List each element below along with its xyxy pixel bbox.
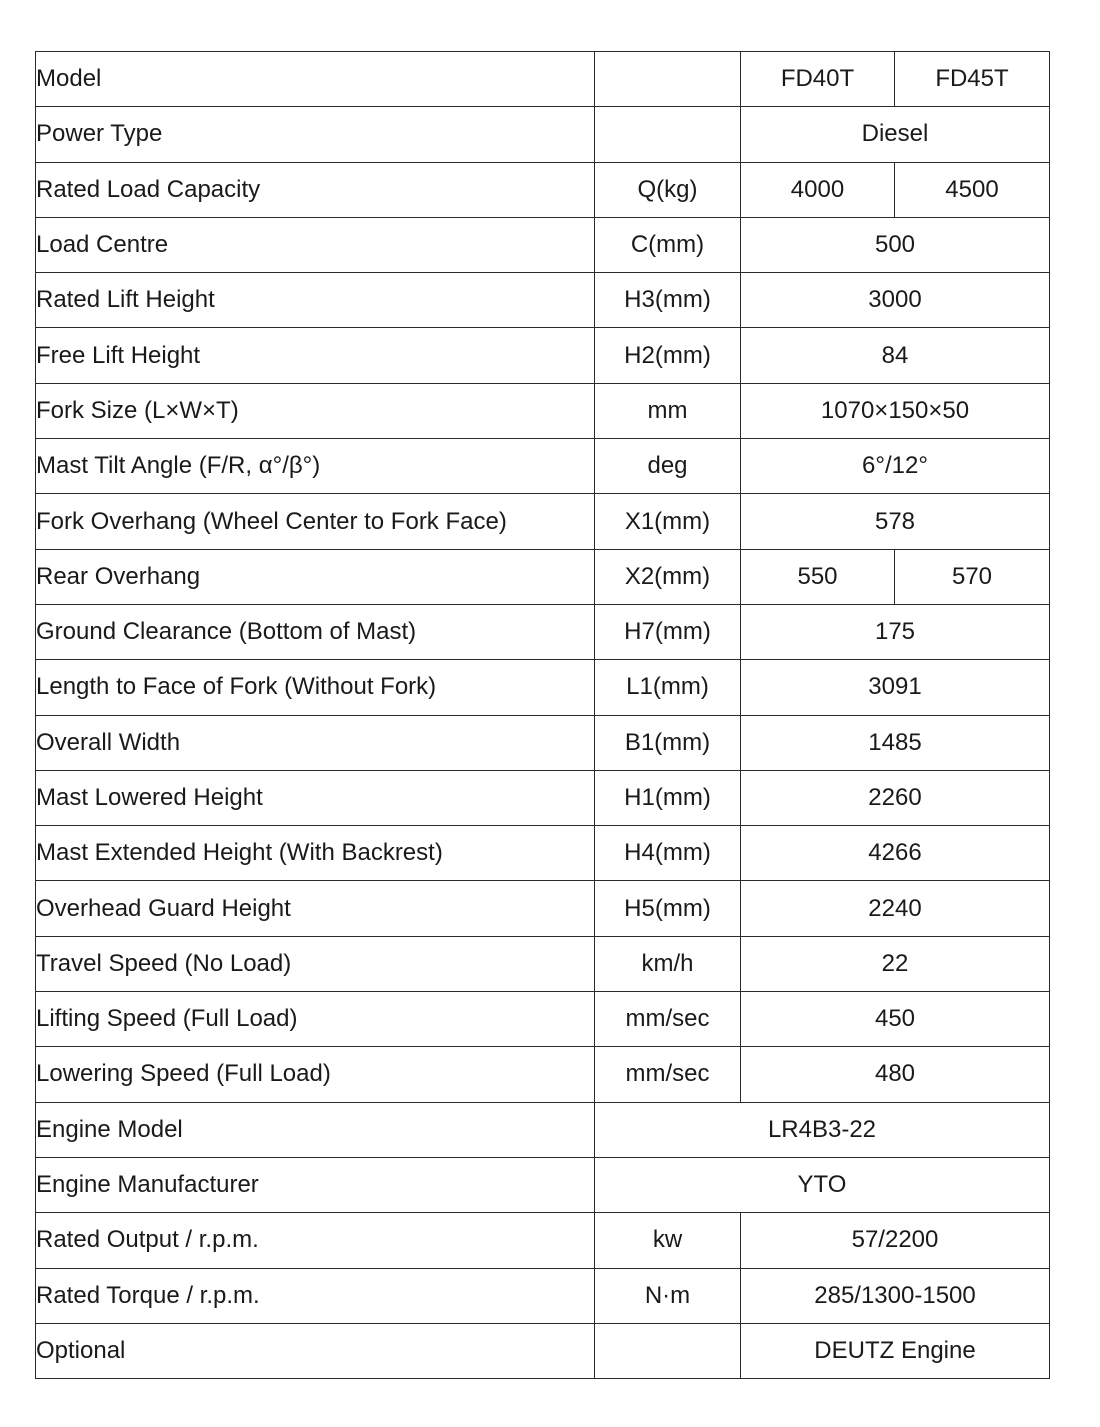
spec-label: Lowering Speed (Full Load) — [36, 1047, 595, 1102]
spec-label: Length to Face of Fork (Without Fork) — [36, 660, 595, 715]
spec-label: Rated Output / r.p.m. — [36, 1213, 595, 1268]
spec-unit: H1(mm) — [595, 770, 741, 825]
header-model-fd45t: FD45T — [895, 52, 1050, 107]
table-row — [36, 1213, 1050, 1268]
spec-label: Rear Overhang — [36, 549, 595, 604]
spec-unit: X1(mm) — [595, 494, 741, 549]
table-row — [36, 162, 1050, 217]
spec-unit: X2(mm) — [595, 549, 741, 604]
spec-unit: B1(mm) — [595, 715, 741, 770]
table-row — [36, 660, 1050, 715]
spec-table — [35, 51, 1050, 1379]
spec-value: 285/1300-1500 — [741, 1268, 1050, 1323]
spec-label: Mast Lowered Height — [36, 770, 595, 825]
spec-label: Engine Manufacturer — [36, 1157, 595, 1212]
spec-value: 480 — [741, 1047, 1050, 1102]
spec-unit: mm/sec — [595, 1047, 741, 1102]
spec-unit: L1(mm) — [595, 660, 741, 715]
spec-label: Free Lift Height — [36, 328, 595, 383]
spec-unit: H4(mm) — [595, 826, 741, 881]
table-row — [36, 936, 1050, 991]
spec-label: Rated Lift Height — [36, 273, 595, 328]
spec-value: 1070×150×50 — [741, 383, 1050, 438]
table-row — [36, 383, 1050, 438]
table-row — [36, 826, 1050, 881]
spec-value-fd40t: 4000 — [741, 162, 895, 217]
table-row — [36, 1157, 1050, 1212]
header-row — [36, 52, 1050, 107]
spec-value: DEUTZ Engine — [741, 1323, 1050, 1378]
spec-value: 175 — [741, 604, 1050, 659]
spec-label: Rated Torque / r.p.m. — [36, 1268, 595, 1323]
table-row — [36, 217, 1050, 272]
spec-value-fd45t: 570 — [895, 549, 1050, 604]
table-row — [36, 1102, 1050, 1157]
spec-label: Mast Tilt Angle (F/R, α°/β°) — [36, 439, 595, 494]
spec-unit — [595, 1323, 741, 1378]
spec-value: Diesel — [741, 107, 1050, 162]
spec-value: 57/2200 — [741, 1213, 1050, 1268]
spec-unit: H2(mm) — [595, 328, 741, 383]
spec-value: 22 — [741, 936, 1050, 991]
spec-unit: mm — [595, 383, 741, 438]
spec-label: Optional — [36, 1323, 595, 1378]
spec-label: Power Type — [36, 107, 595, 162]
table-row — [36, 770, 1050, 825]
header-model-label: Model — [36, 52, 595, 107]
spec-label: Mast Extended Height (With Backrest) — [36, 826, 595, 881]
spec-label: Rated Load Capacity — [36, 162, 595, 217]
spec-value: 2240 — [741, 881, 1050, 936]
spec-unit — [595, 107, 741, 162]
spec-label: Fork Overhang (Wheel Center to Fork Face) — [36, 494, 595, 549]
table-row — [36, 1047, 1050, 1102]
spec-unit: km/h — [595, 936, 741, 991]
table-row — [36, 494, 1050, 549]
spec-value: 500 — [741, 217, 1050, 272]
table-row — [36, 328, 1050, 383]
spec-value: YTO — [595, 1157, 1050, 1212]
spec-value: 1485 — [741, 715, 1050, 770]
spec-unit: C(mm) — [595, 217, 741, 272]
spec-unit: H3(mm) — [595, 273, 741, 328]
spec-value: 4266 — [741, 826, 1050, 881]
spec-unit: kw — [595, 1213, 741, 1268]
spec-value: LR4B3-22 — [595, 1102, 1050, 1157]
spec-value: 6°/12° — [741, 439, 1050, 494]
header-model-fd40t: FD40T — [741, 52, 895, 107]
table-row — [36, 549, 1050, 604]
spec-unit: deg — [595, 439, 741, 494]
spec-table-body — [36, 52, 1050, 1379]
spec-unit: H5(mm) — [595, 881, 741, 936]
spec-unit: H7(mm) — [595, 604, 741, 659]
spec-value: 578 — [741, 494, 1050, 549]
table-row — [36, 604, 1050, 659]
spec-label: Fork Size (L×W×T) — [36, 383, 595, 438]
table-row — [36, 1268, 1050, 1323]
spec-value-fd45t: 4500 — [895, 162, 1050, 217]
spec-value: 2260 — [741, 770, 1050, 825]
spec-unit: N·m — [595, 1268, 741, 1323]
spec-value: 84 — [741, 328, 1050, 383]
spec-value: 3000 — [741, 273, 1050, 328]
spec-unit: Q(kg) — [595, 162, 741, 217]
spec-value: 450 — [741, 992, 1050, 1047]
spec-label: Travel Speed (No Load) — [36, 936, 595, 991]
header-unit-cell — [595, 52, 741, 107]
table-row — [36, 107, 1050, 162]
spec-label: Overall Width — [36, 715, 595, 770]
spec-label: Overhead Guard Height — [36, 881, 595, 936]
spec-unit: mm/sec — [595, 992, 741, 1047]
spec-label: Engine Model — [36, 1102, 595, 1157]
spec-label: Load Centre — [36, 217, 595, 272]
table-row — [36, 715, 1050, 770]
spec-value: 3091 — [741, 660, 1050, 715]
table-row — [36, 881, 1050, 936]
spec-label: Ground Clearance (Bottom of Mast) — [36, 604, 595, 659]
table-row — [36, 992, 1050, 1047]
spec-label: Lifting Speed (Full Load) — [36, 992, 595, 1047]
table-row — [36, 439, 1050, 494]
spec-value-fd40t: 550 — [741, 549, 895, 604]
table-row — [36, 1323, 1050, 1378]
table-row — [36, 273, 1050, 328]
